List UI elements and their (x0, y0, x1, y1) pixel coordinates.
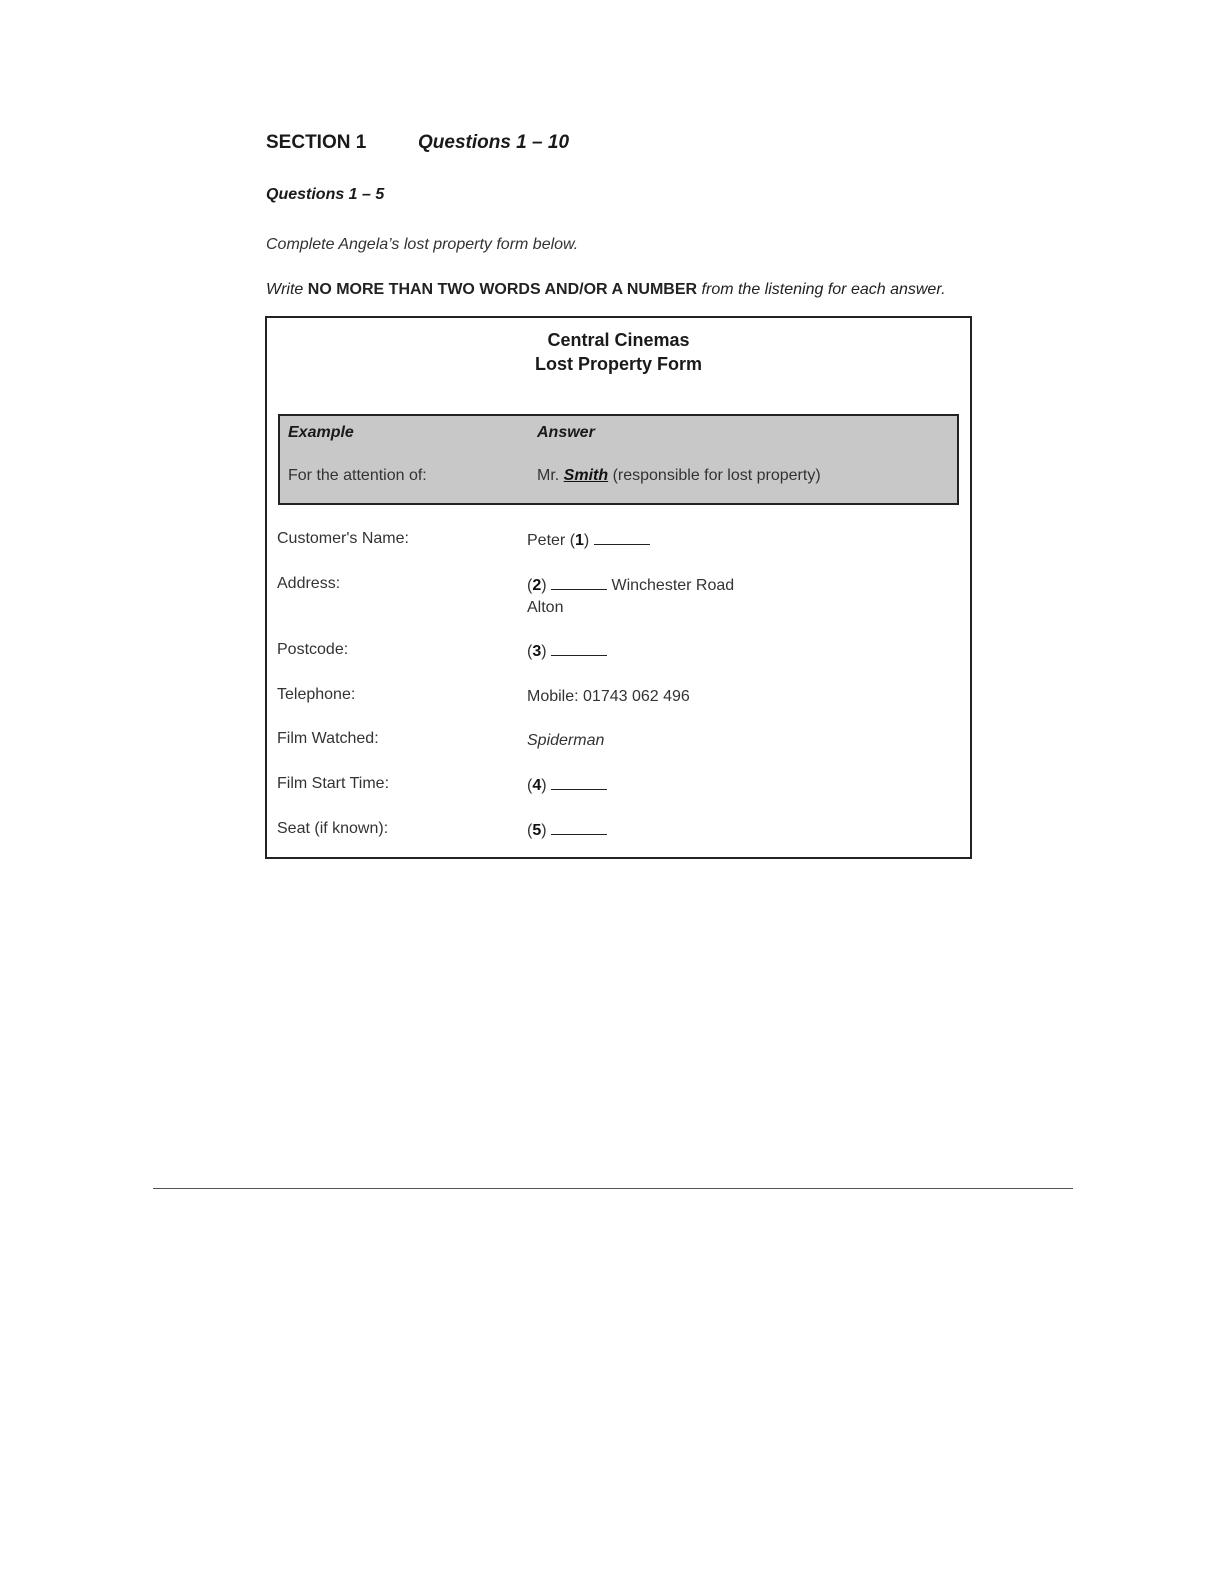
row-value (527, 575, 734, 619)
value-pre: ( (527, 777, 533, 794)
answer-blank-1 (594, 532, 650, 545)
row-value (527, 530, 650, 552)
instruction-line-1: Complete Angela’s lost property form below. (266, 236, 579, 253)
row-label: Film Watched: (277, 730, 379, 747)
example-label: For the attention of: (288, 467, 427, 484)
question-number: 4 (532, 777, 542, 794)
row-label: Address: (277, 575, 341, 592)
form-title (267, 328, 970, 376)
question-number: 2 (532, 577, 542, 594)
instruction-bold: NO MORE THAN TWO WORDS AND/OR A NUMBER (307, 281, 698, 298)
value-pre: ( (527, 577, 533, 594)
value-pre: Peter ( (527, 532, 576, 549)
value-post: ) (541, 643, 552, 660)
row-value (527, 641, 607, 663)
value-pre: ( (527, 822, 533, 839)
row-value (527, 820, 607, 842)
row-value: Mobile: 01743 062 496 (527, 688, 690, 705)
example-answer-name: Smith (563, 467, 609, 484)
questions-subheading: Questions 1 – 5 (266, 186, 385, 203)
answer-blank-4 (551, 777, 607, 790)
lost-property-form (265, 316, 972, 859)
address-street: Winchester Road (607, 577, 735, 594)
question-number: 5 (532, 822, 542, 839)
value-post: ) (583, 532, 594, 549)
answer-blank-2 (551, 577, 607, 590)
question-number: 3 (532, 643, 542, 660)
row-label: Postcode: (277, 641, 349, 658)
value-pre: ( (527, 643, 533, 660)
example-answer-post: (responsible for lost property) (608, 467, 821, 484)
row-value: Spiderman (527, 732, 605, 749)
answer-header: Answer (537, 424, 595, 441)
instruction-line-2 (266, 281, 946, 299)
form-title-line-1: Central Cinemas (547, 330, 690, 350)
page-divider (153, 1188, 1073, 1189)
question-number: 1 (575, 532, 584, 549)
instruction-pre: Write (266, 281, 308, 298)
example-box (278, 414, 959, 505)
example-answer-pre: Mr. (537, 467, 564, 484)
value-post: ) (541, 577, 552, 594)
row-label: Customer's Name: (277, 530, 409, 547)
answer-blank-5 (551, 822, 607, 835)
section-heading (266, 132, 570, 154)
row-label: Seat (if known): (277, 820, 389, 837)
example-answer (537, 467, 821, 485)
row-value (527, 775, 607, 797)
form-title-line-2: Lost Property Form (534, 354, 703, 374)
section-title: SECTION 1 (266, 132, 367, 153)
row-label: Telephone: (277, 686, 356, 703)
answer-blank-3 (551, 643, 607, 656)
row-label: Film Start Time: (277, 775, 390, 792)
section-questions: Questions 1 – 10 (418, 132, 570, 153)
value-post: ) (541, 777, 552, 794)
instruction-post: from the listening for each answer. (697, 281, 946, 298)
address-town: Alton (527, 599, 564, 616)
value-post: ) (541, 822, 552, 839)
example-header: Example (288, 424, 354, 441)
